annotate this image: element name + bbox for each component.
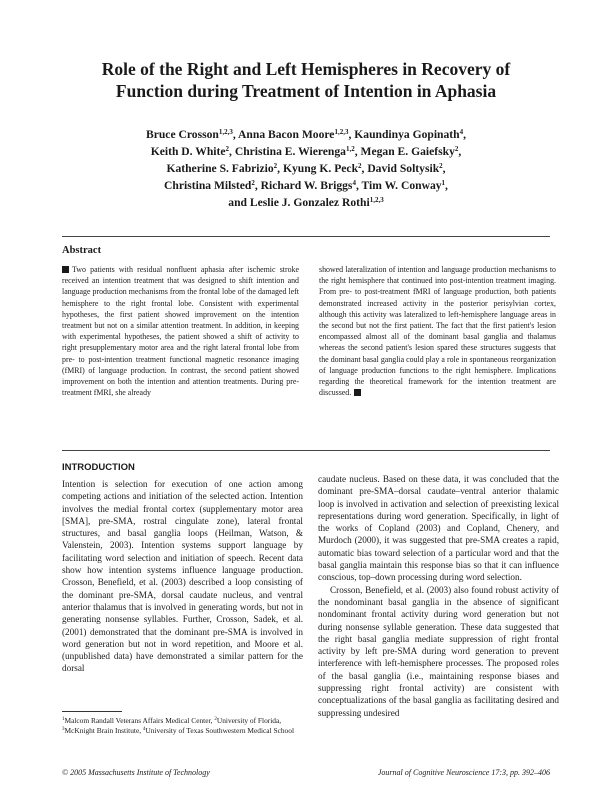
author-list [70, 126, 542, 211]
intro-paragraph-1-cont: caudate nucleus. Based on these data, it was concluded that the dominant pre-SMA–dorsal caudate–ventral anterior thalamic loop is involved in activation and selection of preexisting lexical representations during word generation. Specifically, in light of the works of Copland (2003) and Copland, Chenery, and Murdoch (2000), it was suggested that pre-SMA creates a rapid, automatic bias toward selection of a particular word and that the basal ganglia maintain this response bias so that it can influence conscious, top–down processing during word selection. [318, 474, 559, 583]
intro-paragraph-2: Crosson, Benefield, et al. (2003) also found robust activity of the nondominant basal ganglia in the absence of significant nondominant frontal activity during word generation but not during nonsense syllable generation. These data suggested that the right basal ganglia mediate suppression of right frontal activity by left pre-SMA during word generation to prevent interference with left-hemisphere processes. The proposed roles of the basal ganglia (i.e., maintaining response biases and suppressing right frontal activity) are consistent with conceptualizations of the basal ganglia as facilitating desired and suppressing undesired [318, 584, 559, 718]
author: Kyung K. Peck$^2$, [282, 162, 368, 175]
journal-citation-footer: Journal of Cognitive Neuroscience 17:3, pp. 392–406 [377, 768, 550, 777]
abstract-heading: Abstract [62, 245, 102, 256]
article-title [40, 58, 572, 102]
start-square-icon [62, 266, 69, 273]
end-square-icon [354, 389, 361, 396]
abstract-left-text: Two patients with residual nonfluent aphasia after ischemic stroke received an intention treatment that was designed to shift intention and language production mechanisms from the frontal lobe of the damaged left hemisphere to the right frontal lobe. Consistent with experimental hypotheses, the first patient showed improvement on the intention treatment but not on a similar attention treatment. In addition, in keeping with experimental hypotheses, the patient showed a shift of activity to right presupplementary motor area and the right lateral frontal lobe from pre- to post-intention treatment functional magnetic resonance imaging (fMRI) of language production. In contrast, the second patient showed improvement on both the intention and attention treatments. During pre-treatment fMRI, she already [62, 265, 299, 398]
abstract-top-rule [62, 236, 550, 237]
author: Keith D. White$^2$, [150, 145, 235, 158]
section-heading-introduction: INTRODUCTION [62, 462, 135, 473]
abstract-right-column [319, 264, 556, 398]
title-line-1: Role of the Right and Left Hemispheres in Recovery of [101, 59, 511, 79]
body-right-column [318, 473, 559, 719]
copyright-footer: © 2005 Massachusetts Institute of Technology [62, 768, 210, 777]
abstract-left-column [62, 264, 299, 398]
footnote-rule [62, 711, 122, 712]
author: Megan E. Gaiefsky$^2$, [360, 145, 462, 158]
abstract-bottom-rule [62, 450, 550, 451]
author: Anna Bacon Moore$^{1,2,3}$, [238, 128, 355, 141]
affiliation-footnote: $^1$Malcom Randall Veterans Affairs Medical Center, $^2$University of Florida, $^3$McKnight Brain Institute, $^4$University of Texas Southwestern Medical School [62, 711, 303, 736]
author: and Leslie J. Gonzalez Rothi$^{1,2,3}$ [228, 196, 384, 209]
author: Bruce Crosson$^{1,2,3}$, [145, 128, 239, 141]
body-left-column [62, 478, 303, 675]
author: Richard W. Briggs$^4$, [260, 179, 362, 192]
abstract-right-text: showed lateralization of intention and language production mechanisms to the right hemisphere that continued into post-intention treatment imaging. From pre- to post-treatment fMRI of language production, both patients demonstrated increased activity in the posterior perisylvian cortex, although this activity was lateralized to left-hemisphere language areas in the second but not the first patient. The fact that the first patient's lesion encompassed almost all of the dominant basal ganglia and thalamus whereas the second patient's lesion spared these structures suggests that the dominant basal ganglia could play a role in spontaneous reorganization of language production functions to the right hemisphere. Implications regarding the theoretical framework for the intention treatment are discussed. [319, 265, 556, 398]
title-line-2: Function during Treatment of Intention in Aphasia [115, 81, 497, 101]
author: Katherine S. Fabrizio$^2$, [166, 162, 283, 175]
author: David Soltysik$^2$, [367, 162, 446, 175]
author: Christina Milsted$^2$, [164, 179, 261, 192]
author: Tim W. Conway$^1$, [361, 179, 448, 192]
intro-paragraph-1: Intention is selection for execution of one action among competing actions and initiation of the selected action. Intention involves the medial frontal cortex (supplementary motor area [SMA], pre-SMA, rostral cingulate zone), lateral frontal structures, and basal ganglia loops (Heilman, Watson, & Valenstein, 2003). Intention systems support language by facilitating word selection and initiation of speech. Recent data show how intention systems influence language production. Crosson, Benefield, et al. (2003) described a loop consisting of the dominant pre-SMA, dorsal caudate nucleus, and ventral anterior thalamus that is involved in generating words, but not in generating nonsense syllables. Further, Crosson, Sadek, et al. (2001) demonstrated that the dominant pre-SMA is involved in word generation but not in word repetition, and Moore et al. (unpublished data) have demonstrated a similar pattern for the dorsal [62, 479, 303, 674]
author: Christina E. Wierenga$^{1,2}$, [234, 145, 361, 158]
author: Kaundinya Gopinath$^4$, [354, 128, 467, 141]
